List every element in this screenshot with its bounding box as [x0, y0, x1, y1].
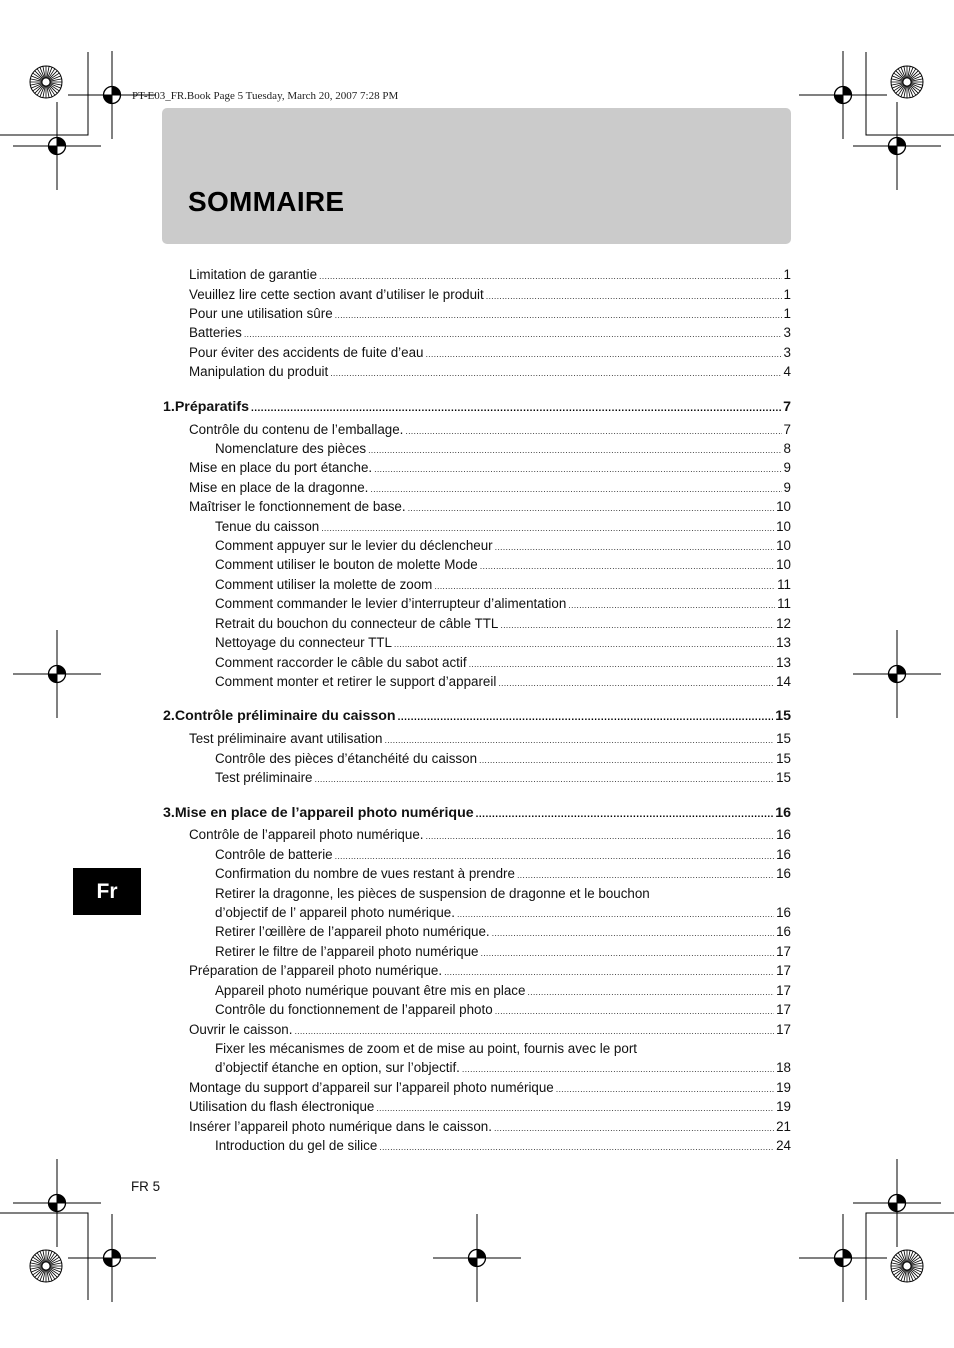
toc-entry-text: Contrôle de l’appareil photo numérique.	[189, 827, 424, 842]
toc-entry-text: Test préliminaire	[215, 770, 313, 785]
toc-entry-text: Contrôle de batterie	[215, 847, 333, 862]
toc-entry-page: 1	[783, 267, 791, 282]
toc-entry-page: 15	[776, 731, 791, 746]
toc-entry-text: Pour éviter des accidents de fuite d’eau	[189, 345, 424, 360]
toc-entry-text: Nettoyage du connecteur TTL	[215, 635, 392, 650]
toc-entry-page: 15	[776, 770, 791, 785]
toc-entry-page: 21	[776, 1119, 791, 1134]
toc-entry-text: Test préliminaire avant utilisation	[189, 731, 383, 746]
toc-entry-page: 12	[776, 616, 791, 631]
toc-entry-page: 16	[776, 924, 791, 939]
toc-entry-text: Retirer le filtre de l’appareil photo numérique	[215, 944, 479, 959]
toc-entry-text: Insérer l’appareil photo numérique dans le caisson.	[189, 1119, 492, 1134]
toc-entry-page: 15	[776, 751, 791, 766]
toc-entry-page: 17	[776, 1022, 791, 1037]
toc-entry-text: Mise en place du port étanche.	[189, 460, 373, 475]
registration-star-icon	[891, 66, 923, 98]
toc-entry-text: Comment raccorder le câble du sabot actif	[215, 655, 467, 670]
toc-entry-text: Mise en place de la dragonne.	[189, 480, 369, 495]
toc-chapter-page: 15	[775, 708, 791, 724]
toc-entry-page: 17	[776, 1002, 791, 1017]
crosshair-icon	[799, 1214, 887, 1302]
toc-entry-page: 10	[776, 519, 791, 534]
toc-entry-page: 17	[776, 963, 791, 978]
toc-entry-page: 8	[783, 441, 791, 456]
crosshair-icon	[433, 1214, 521, 1302]
toc-chapter-title: 3.Mise en place de l’appareil photo numérique	[163, 805, 474, 821]
toc-entry-page: 14	[776, 674, 791, 689]
toc-entry-page: 19	[776, 1080, 791, 1095]
toc-entry-text: Batteries	[189, 325, 242, 340]
toc-entry-text: Comment commander le levier d’interrupteur d’alimentation	[215, 596, 567, 611]
toc-chapter-title: 1.Préparatifs	[163, 399, 249, 415]
toc-entry-text: Confirmation du nombre de vues restant à prendre	[215, 866, 515, 881]
toc-entry-text: Contrôle du fonctionnement de l’appareil photo	[215, 1002, 493, 1017]
toc-entry-page: 16	[776, 905, 791, 920]
toc-entry-text: Préparation de l’appareil photo numérique.	[189, 963, 443, 978]
print-header: PT-E03_FR.Book Page 5 Tuesday, March 20, 2007 7:28 PM	[132, 90, 399, 102]
crosshair-icon	[68, 1214, 156, 1302]
crosshair-icon	[68, 51, 156, 139]
toc-chapter-page: 7	[783, 399, 791, 415]
toc-entry-page: 9	[783, 460, 791, 475]
toc-entry-page: 16	[776, 847, 791, 862]
registration-star-icon	[891, 1250, 923, 1282]
toc-entry-page: 1	[783, 306, 791, 321]
toc-entry-page: 17	[776, 944, 791, 959]
toc-entry-text: d’objectif de l’ appareil photo numérique.	[215, 905, 455, 920]
toc-entry-page: 9	[783, 480, 791, 495]
toc-entry-text: Maîtriser le fonctionnement de base.	[189, 499, 406, 514]
toc-entry-text: Contrôle du contenu de l’emballage.	[189, 422, 404, 437]
toc-entry-text: d’objectif étanche en option, sur l’objectif.	[215, 1060, 460, 1075]
toc-entry-page: 17	[776, 983, 791, 998]
toc-entry-text: Retirer la dragonne, les pièces de suspension de dragonne et le bouchon	[215, 886, 650, 901]
toc-entry-page: 10	[776, 499, 791, 514]
toc-entry-text: Nomenclature des pièces	[215, 441, 367, 456]
registration-star-icon	[30, 1250, 62, 1282]
toc-entry-text: Tenue du caisson	[215, 519, 320, 534]
toc-entry-text: Comment monter et retirer le support d’appareil	[215, 674, 497, 689]
trim-corner-marks	[0, 52, 954, 1300]
toc-entry-page: 18	[776, 1060, 791, 1075]
toc-entry-text: Fixer les mécanismes de zoom et de mise au point, fournis avec le port	[215, 1041, 637, 1056]
crosshair-icon	[853, 630, 941, 718]
toc-entry-text: Ouvrir le caisson.	[189, 1022, 293, 1037]
page-title: SOMMAIRE	[188, 186, 345, 217]
crosshair-icon	[799, 51, 887, 139]
toc-entry-page: 3	[783, 325, 791, 340]
toc-entry-page: 7	[783, 422, 791, 437]
toc-entry-text: Comment utiliser la molette de zoom	[215, 577, 433, 592]
toc-entry-page: 13	[776, 635, 791, 650]
toc-entry-text: Veuillez lire cette section avant d’utiliser le produit	[189, 287, 484, 302]
toc-entry-text: Retirer l’œillère de l’appareil photo numérique.	[215, 924, 490, 939]
crosshair-icon	[13, 630, 101, 718]
toc-entry-text: Utilisation du flash électronique	[189, 1099, 375, 1114]
toc-chapter-page: 16	[775, 805, 791, 821]
toc-entry-text: Retrait du bouchon du connecteur de câble TTL	[215, 616, 499, 631]
toc-chapter-title: 2.Contrôle préliminaire du caisson	[163, 708, 396, 724]
toc-entry-text: Montage du support d’appareil sur l’appareil photo numérique	[189, 1080, 554, 1095]
toc-entry-page: 16	[776, 866, 791, 881]
toc-entry-page: 3	[783, 345, 791, 360]
toc-entry-page: 13	[776, 655, 791, 670]
toc-entry-text: Contrôle des pièces d’étanchéité du caisson	[215, 751, 478, 766]
page-number: FR 5	[131, 1179, 161, 1194]
toc-entry-page: 4	[783, 364, 791, 379]
toc-entry-text: Introduction du gel de silice	[215, 1138, 378, 1153]
toc-entry-text: Appareil photo numérique pouvant être mis en place	[215, 983, 526, 998]
toc-entry-text: Limitation de garantie	[189, 267, 318, 282]
toc-entry-page: 10	[776, 557, 791, 572]
toc-entry-page: 24	[776, 1138, 791, 1153]
registration-star-icon	[30, 66, 62, 98]
toc-entry-text: Comment appuyer sur le levier du déclencheur	[215, 538, 493, 553]
language-tab: Fr	[73, 868, 141, 915]
toc-entry-text: Pour une utilisation sûre	[189, 306, 333, 321]
toc-entry-text: Comment utiliser le bouton de molette Mode	[215, 557, 478, 572]
toc-entry-page: 10	[776, 538, 791, 553]
toc-entry-text: Manipulation du produit	[189, 364, 329, 379]
toc-entry-page: 19	[776, 1099, 791, 1114]
toc-entry-page: 11	[777, 596, 791, 611]
toc-entry-page: 1	[783, 287, 791, 302]
toc-entry-page: 11	[777, 577, 791, 592]
toc-entry-page: 16	[776, 827, 791, 842]
